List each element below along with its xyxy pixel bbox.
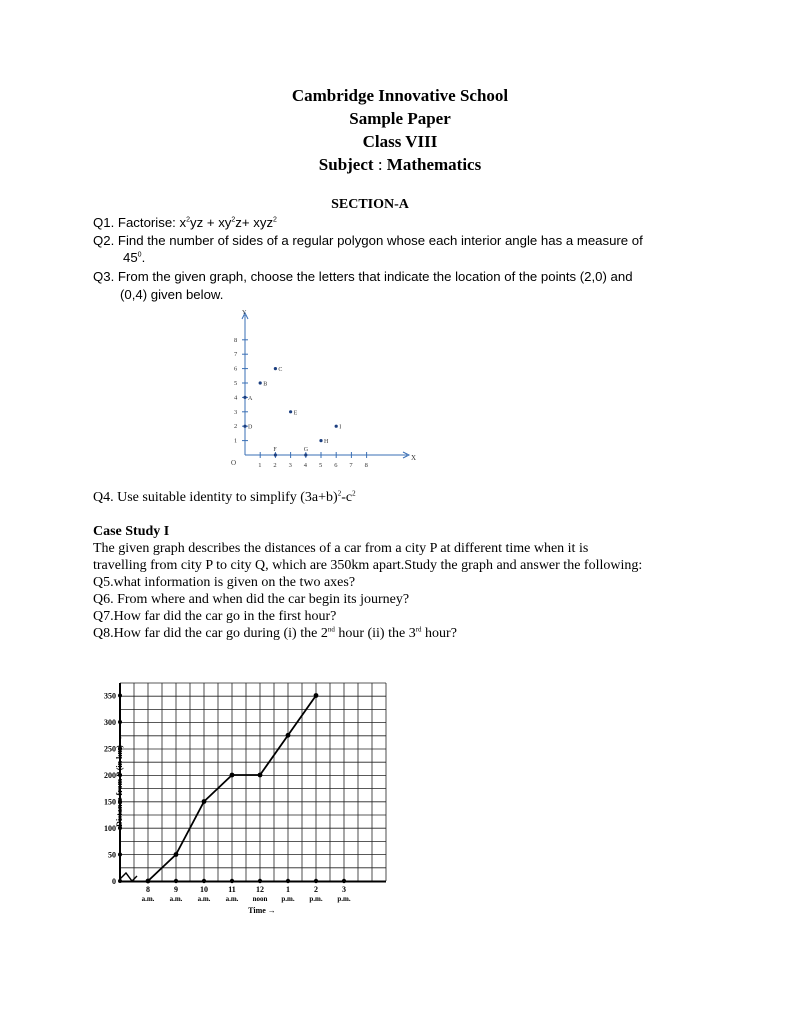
- y-tick-label: 150: [104, 797, 116, 807]
- x-tick-label: 1: [258, 462, 262, 469]
- school-name: Cambridge Innovative School: [291, 86, 509, 105]
- point-label: I: [339, 424, 342, 431]
- y-tick-dot: [118, 694, 122, 698]
- question-8: Q8.How far did the car go during (i) the 2nd hour (ii) the 3rd hour?: [93, 625, 457, 641]
- x-tick-dot: [230, 879, 234, 883]
- subject-title: Subject : Mathematics: [318, 155, 482, 174]
- point-h: [319, 439, 322, 442]
- case-study-line-1: The given graph describes the distances of a car from a city P at different time when it is: [93, 541, 589, 556]
- distance-time-graph: [104, 665, 400, 925]
- paper-title: Sample Paper: [349, 109, 451, 128]
- point-f: [274, 453, 277, 456]
- point-label: H: [324, 439, 329, 446]
- x-tick-sublabel: a.m.: [225, 895, 239, 903]
- y-tick-label: 7: [234, 351, 238, 359]
- y-axis-title: Distance from P (in km) →: [115, 735, 124, 827]
- x-tick-label: 2: [273, 462, 277, 469]
- point-i: [335, 425, 338, 428]
- y-tick-dot: [118, 720, 122, 724]
- point-e: [289, 410, 292, 413]
- x-tick-label: 6: [334, 462, 338, 469]
- x-axis-title: Time →: [248, 906, 276, 915]
- point-label: C: [278, 367, 283, 374]
- question-1: Q1. Factorise: $x^2yz + xy^2z+ xyz^2$: [93, 215, 277, 230]
- case-study-title: Case Study I: [93, 524, 170, 539]
- x-tick-label: 11: [228, 885, 236, 894]
- case-study-line-2: travelling from city P to city Q, which are 350km apart.Study the graph and answer the following:: [93, 558, 643, 573]
- y-tick-label: 5: [234, 380, 238, 387]
- coordinate-graph: [225, 305, 425, 475]
- question-3: Q3. From the given graph, choose the letters that indicate the location of the points (2,0) and: [93, 269, 633, 284]
- class-title: Class VIII: [362, 132, 438, 151]
- x-tick-sublabel: p.m.: [309, 895, 323, 903]
- x-tick-label: 12: [256, 885, 264, 894]
- y-tick-label: 6: [234, 365, 238, 373]
- x-tick-label: 5: [319, 462, 323, 469]
- x-tick-dot: [174, 879, 178, 883]
- data-point: [202, 799, 207, 804]
- question-6: Q6. From where and when did the car begin its journey?: [93, 592, 410, 607]
- x-tick-label: 8: [364, 462, 368, 469]
- question-7: Q7.How far did the car go in the first hour?: [93, 609, 337, 624]
- x-tick-dot: [258, 879, 262, 883]
- x-tick-label: 1: [286, 885, 290, 894]
- point-label: B: [263, 381, 268, 388]
- y-tick-label: 100: [104, 824, 116, 833]
- y-tick-label: 1: [234, 437, 238, 445]
- x-tick-sublabel: p.m.: [281, 895, 295, 903]
- section-title: SECTION-A: [331, 197, 409, 212]
- question-2-cont: $45^0$.: [123, 250, 146, 265]
- point-label: D: [248, 424, 253, 431]
- y-tick-label: 200: [104, 771, 116, 780]
- x-tick-dot: [342, 879, 346, 883]
- point-c: [274, 367, 277, 370]
- x-tick-sublabel: p.m.: [337, 895, 351, 903]
- point-b: [259, 381, 262, 384]
- x-tick-label: 4: [303, 462, 308, 469]
- data-point: [174, 852, 179, 857]
- point-label: E: [293, 410, 298, 417]
- x-tick-dot: [286, 879, 290, 883]
- y-tick-label: 3: [234, 408, 238, 416]
- data-point: [146, 879, 151, 884]
- data-point: [314, 693, 319, 698]
- y-tick-label: 50: [108, 850, 116, 860]
- data-point: [230, 773, 235, 778]
- y-tick-label: 0: [112, 877, 116, 886]
- x-tick-label: 3: [342, 885, 346, 894]
- y-tick-dot: [118, 879, 122, 883]
- x-tick-label: 3: [288, 462, 292, 469]
- point-g: [304, 453, 307, 456]
- y-tick-label: 2: [234, 423, 238, 431]
- x-tick-dot: [314, 879, 318, 883]
- x-tick-sublabel: a.m.: [169, 895, 183, 903]
- y-tick-label: 8: [234, 336, 238, 344]
- x-tick-label: 10: [200, 885, 208, 894]
- x-tick-sublabel: noon: [252, 895, 268, 903]
- point-label: F: [273, 447, 277, 453]
- y-tick-label: 350: [104, 691, 116, 701]
- x-tick-sublabel: a.m.: [197, 895, 211, 903]
- x-tick-sublabel: a.m.: [141, 895, 155, 903]
- y-tick-dot: [118, 853, 122, 857]
- origin-label: O: [231, 459, 237, 467]
- point-d: [243, 425, 246, 428]
- data-point: [258, 773, 263, 778]
- point-label: G: [303, 447, 309, 453]
- x-axis-label: X: [411, 454, 417, 462]
- y-tick-label: 300: [104, 718, 116, 727]
- x-tick-label: 2: [314, 885, 318, 894]
- question-3-cont: (0,4) given below.: [120, 287, 224, 302]
- y-tick-label: 4: [234, 394, 238, 402]
- question-2: Q2. Find the number of sides of a regular polygon whose each interior angle has a measure of: [93, 233, 643, 248]
- x-tick-label: 9: [174, 885, 178, 894]
- question-4: Q4. Use suitable identity to simplify $(3a+b)^2-c^2$: [93, 489, 356, 505]
- point-label: A: [248, 395, 253, 402]
- x-tick-label: 7: [349, 462, 353, 469]
- question-5: Q5.what information is given on the two axes?: [93, 575, 356, 590]
- y-axis-label: Y: [242, 310, 247, 316]
- y-tick-label: 250: [104, 744, 116, 754]
- x-tick-label: 8: [146, 885, 150, 894]
- x-tick-dot: [202, 879, 206, 883]
- axis-break: [120, 873, 137, 881]
- data-point: [286, 733, 291, 738]
- point-a: [243, 396, 246, 399]
